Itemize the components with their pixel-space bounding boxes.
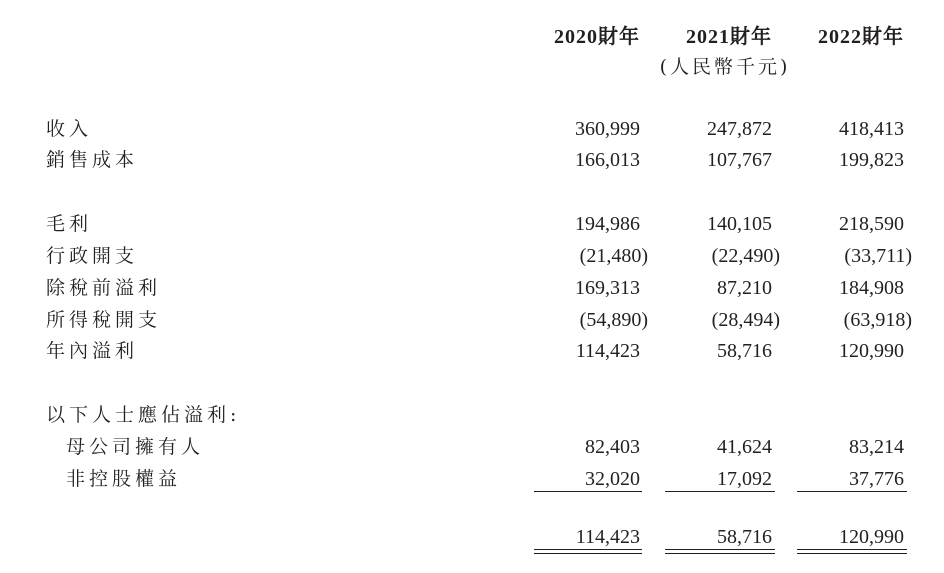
table-row-gross-profit: [0, 209, 944, 239]
table-row-profit-before-tax: [0, 273, 944, 303]
table-row-total: [0, 522, 944, 552]
value-2021: 41,624: [717, 436, 772, 458]
row-label: 母公司擁有人: [66, 436, 205, 458]
table-row-profit-for-year: [0, 336, 944, 366]
total-rule-lower-2020: [534, 553, 642, 554]
subtotal-rule-2020: [534, 491, 642, 492]
total-rule-upper-2021: [665, 549, 775, 550]
value-2022: (63,918): [843, 309, 912, 331]
section-heading-profit-attributable: [0, 400, 944, 430]
total-rule-lower-2022: [797, 553, 907, 554]
row-label: 所得稅開支: [46, 309, 162, 331]
value-2021: 17,092: [717, 468, 772, 490]
currency-unit-note: (人民幣千元): [659, 56, 791, 78]
value-2022: 37,776: [849, 468, 904, 490]
value-2022: 120,990: [839, 526, 904, 548]
row-label: 非控股權益: [66, 468, 182, 490]
table-row-non-controlling-interests: [0, 464, 944, 494]
row-label: 除稅前溢利: [46, 277, 162, 299]
total-rule-upper-2022: [797, 549, 907, 550]
subtotal-rule-2021: [665, 491, 775, 492]
row-label: 毛利: [46, 213, 93, 235]
value-2022: 83,214: [849, 436, 904, 458]
value-2021: (22,490): [711, 245, 780, 267]
table-row-income-tax: [0, 305, 944, 335]
total-rule-upper-2020: [534, 549, 642, 550]
value-2022: 418,413: [839, 118, 904, 140]
table-row-revenue: [0, 114, 944, 144]
value-2021: 247,872: [707, 118, 772, 140]
row-label: 銷售成本: [46, 149, 139, 171]
value-2021: 58,716: [717, 526, 772, 548]
value-2020: 194,986: [575, 213, 640, 235]
value-2022: 199,823: [839, 149, 904, 171]
value-2020: 32,020: [585, 468, 640, 490]
value-2020: 169,313: [575, 277, 640, 299]
row-label: 行政開支: [46, 245, 139, 267]
column-header-2022: 2022財年: [818, 26, 904, 48]
table-row-owners-of-parent: [0, 432, 944, 462]
total-rule-lower-2021: [665, 553, 775, 554]
table-row-admin-expenses: [0, 241, 944, 271]
value-2022: 218,590: [839, 213, 904, 235]
value-2022: (33,711): [844, 245, 912, 267]
column-header-2021: 2021財年: [686, 26, 772, 48]
value-2022: 120,990: [839, 340, 904, 362]
row-label: 收入: [46, 118, 93, 140]
value-2020: (21,480): [579, 245, 648, 267]
value-2020: 114,423: [575, 340, 640, 362]
subtotal-rule-2022: [797, 491, 907, 492]
value-2020: 166,013: [575, 149, 640, 171]
value-2021: 107,767: [707, 149, 772, 171]
value-2021: 87,210: [717, 277, 772, 299]
value-2020: 360,999: [575, 118, 640, 140]
row-label: 年內溢利: [46, 340, 139, 362]
row-label: 以下人士應佔溢利:: [46, 404, 241, 426]
column-header-2020: 2020財年: [554, 26, 640, 48]
value-2020: 82,403: [585, 436, 640, 458]
value-2022: 184,908: [839, 277, 904, 299]
table-row-cost-of-sales: [0, 145, 944, 175]
value-2020: 114,423: [575, 526, 640, 548]
value-2020: (54,890): [579, 309, 648, 331]
value-2021: 140,105: [707, 213, 772, 235]
value-2021: (28,494): [711, 309, 780, 331]
value-2021: 58,716: [717, 340, 772, 362]
